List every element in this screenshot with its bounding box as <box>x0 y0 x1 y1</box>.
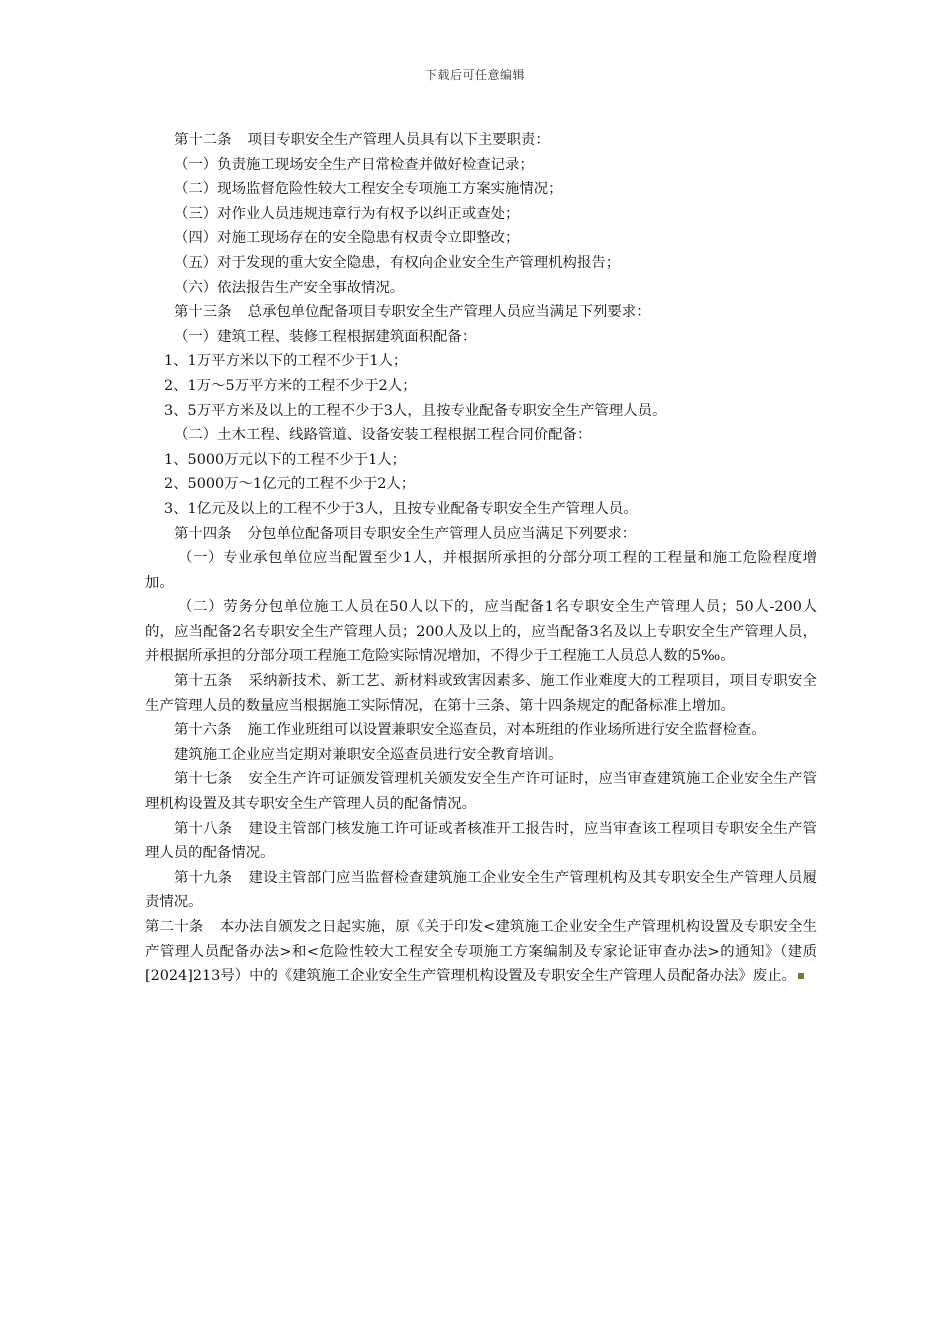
list-item: 2、1万～5万平方米的工程不少于2人； <box>164 377 417 394</box>
article-17 <box>145 767 817 816</box>
list-item: （一）负责施工现场安全生产日常检查并做好检查记录； <box>174 156 534 173</box>
article-number: 第十九条 <box>174 869 233 886</box>
list-item: 3、5万平方米及以上的工程不少于3人，且按专业配备专职安全生产管理人员。 <box>164 402 667 419</box>
article-text: 本办法自颁发之日起实施，原《关于印发<建筑施工企业安全生产管理机构设置及专职安全生产管理人员配备办法>和<危险性较大工程安全专项施工方案编制及专家论证审查办法>的通知》（建质[2024]213号）中的《建筑施工企业安全生产管理机构设置及专职安全生产管理人员配备办法》废止。 <box>145 919 817 985</box>
list-item: 1、5000万元以下的工程不少于1人； <box>164 451 407 468</box>
article-number: 第十三条 <box>174 304 232 321</box>
list-item: （五）对于发现的重大安全隐患，有权向企业安全生产管理机构报告； <box>174 254 621 271</box>
article-number: 第十二条 <box>174 132 232 148</box>
article-number: 第十四条 <box>174 525 232 542</box>
article-text: 建设主管部门应当监督检查建筑施工企业安全生产管理机构及其专职安全生产管理人员履责情况。 <box>145 869 817 911</box>
list-item: 3、1亿元及以上的工程不少于3人，且按专业配备专职安全生产管理人员。 <box>164 500 638 517</box>
list-item: （二）劳务分包单位施工人员在50人以下的，应当配备1名专职安全生产管理人员；50人-200人的，应当配备2名专职安全生产管理人员；200人及以上的，应当配备3名及以上专职安全生产管理人员，并根据所承担的分部分项工程施工危险实际情况增加，不得少于工程施工人员总人数的5‰。 <box>145 599 817 665</box>
article-number: 第十七条 <box>174 771 233 788</box>
article-16 <box>145 718 817 743</box>
article-text: 安全生产许可证颁发管理机关颁发安全生产许可证时，应当审查建筑施工企业安全生产管理机构设置及其专职安全生产管理人员的配备情况。 <box>145 771 817 813</box>
page-header-note: 下载后可任意编辑 <box>424 68 525 82</box>
article-20 <box>145 915 817 989</box>
article-text: 项目专职安全生产管理人员具有以下主要职责： <box>247 132 550 148</box>
article-15 <box>145 669 817 718</box>
article-text: 施工作业班组可以设置兼职安全巡查员，对本班组的作业场所进行安全监督检查。 <box>247 722 766 739</box>
list-item: （三）对作业人员违规违章行为有权予以纠正或查处； <box>174 205 520 222</box>
article-14 <box>145 522 817 547</box>
article-number: 第二十条 <box>145 919 204 935</box>
list-item: 1、1万平方米以下的工程不少于1人； <box>164 353 408 370</box>
list-item: （一）建筑工程、装修工程根据建筑面积配备： <box>174 328 477 345</box>
article-number: 第十八条 <box>174 820 233 837</box>
paragraph: 建筑施工企业应当定期对兼职安全巡查员进行安全教育培训。 <box>174 746 563 763</box>
list-item: （四）对施工现场存在的安全隐患有权责令立即整改； <box>174 230 520 247</box>
article-18 <box>145 817 817 866</box>
article-number: 第十六条 <box>174 722 232 739</box>
article-19 <box>145 866 817 915</box>
article-13 <box>145 300 817 325</box>
article-number: 第十五条 <box>174 673 233 690</box>
article-12 <box>145 128 817 153</box>
list-item: （六）依法报告生产安全事故情况。 <box>174 279 405 296</box>
article-text: 采纳新技术、新工艺、新材料或致害因素多、施工作业难度大的工程项目，项目专职安全生产管理人员的数量应当根据施工实际情况，在第十三条、第十四条规定的配备标准上增加。 <box>145 673 817 714</box>
article-text: 总承包单位配备项目专职安全生产管理人员应当满足下列要求： <box>247 304 651 321</box>
list-item: （一）专业承包单位应当配置至少1人，并根据所承担的分部分项工程的工程量和施工危险程度增加。 <box>145 550 817 591</box>
document-body <box>145 128 817 989</box>
list-item: 2、5000万～1亿元的工程不少于2人； <box>164 476 416 493</box>
article-text: 分包单位配备项目专职安全生产管理人员应当满足下列要求： <box>247 525 637 542</box>
list-item: （二）土木工程、线路管道、设备安装工程根据工程合同价配备： <box>174 427 592 444</box>
end-mark-icon <box>798 973 804 979</box>
article-text: 建设主管部门核发施工许可证或者核准开工报告时，应当审查该工程项目专职安全生产管理人员的配备情况。 <box>145 820 817 862</box>
list-item: （二）现场监督危险性较大工程安全专项施工方案实施情况； <box>174 181 563 198</box>
